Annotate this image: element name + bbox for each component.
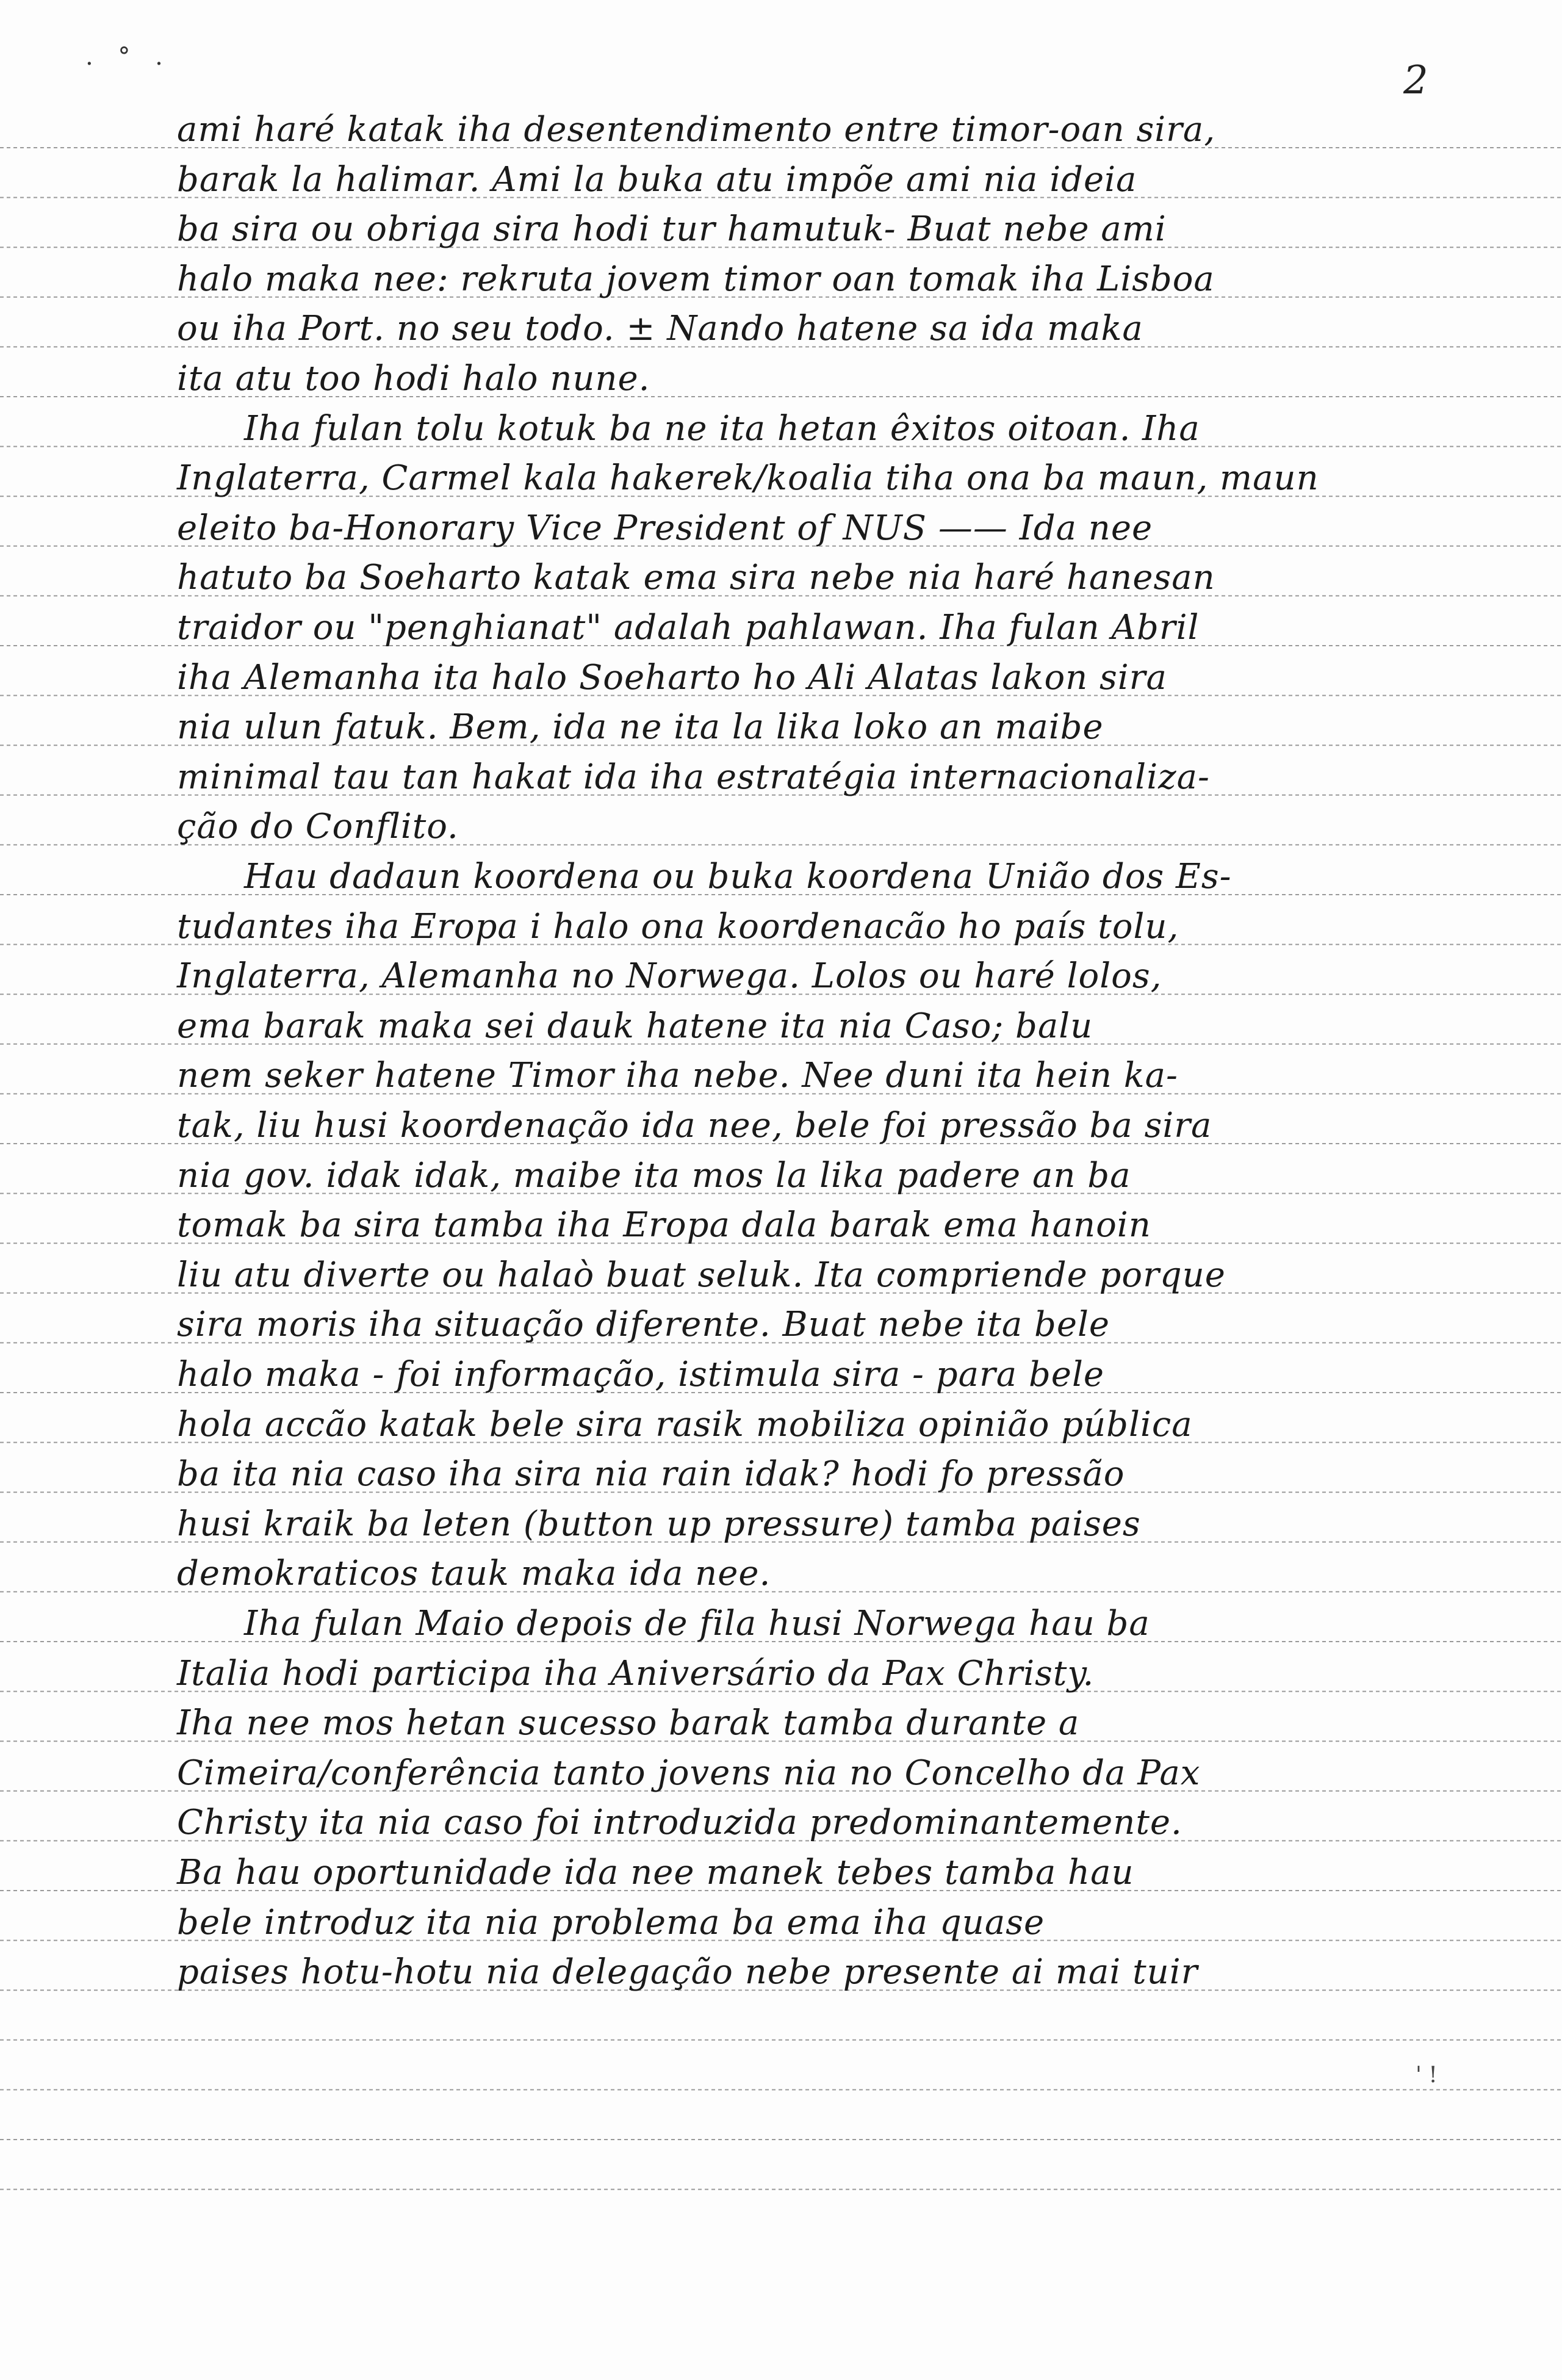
handwritten-line: tomak ba sira tamba iha Eropa dala barak ema hanoin bbox=[177, 1205, 1151, 1246]
handwritten-line: ita atu too hodi halo nune. bbox=[177, 359, 650, 398]
handwritten-line: Iha fulan Maio depois de fila husi Norwega hau ba bbox=[244, 1604, 1150, 1643]
handwritten-line: hatuto ba Soeharto katak ema sira nebe nia haré hanesan bbox=[177, 558, 1215, 598]
handwritten-line: ami haré katak iha desentendimento entre timor-oan sira, bbox=[177, 110, 1216, 150]
handwritten-line: paises hotu-hotu nia delegação nebe presente ai mai tuir bbox=[177, 1952, 1198, 1992]
handwritten-line: tak, liu husi koordenação ida nee, bele foi pressão ba sira bbox=[177, 1106, 1212, 1145]
handwritten-line: barak la halimar. Ami la buka atu impõe ami nia ideia bbox=[177, 159, 1137, 200]
handwritten-line: demokraticos tauk maka ida nee. bbox=[177, 1554, 771, 1594]
handwritten-line: minimal tau tan hakat ida iha estratégia internacionaliza- bbox=[177, 757, 1210, 797]
handwritten-line: Hau dadaun koordena ou buka koordena União dos Es- bbox=[244, 857, 1232, 896]
handwritten-line: Iha nee mos hetan sucesso barak tamba durante a bbox=[177, 1703, 1080, 1744]
handwritten-line: nia gov. idak idak, maibe ita mos la lika padere an ba bbox=[177, 1155, 1131, 1195]
page-number: 2 bbox=[1403, 58, 1428, 103]
handwritten-line: ção do Conflito. bbox=[177, 807, 459, 847]
handwritten-line: halo maka - foi informação, istimula sira - para bele bbox=[177, 1355, 1104, 1394]
handwritten-line: iha Alemanha ita halo Soeharto ho Ali Alatas lakon sira bbox=[177, 657, 1167, 698]
handwritten-line: Iha fulan tolu kotuk ba ne ita hetan êxitos oitoan. Iha bbox=[244, 408, 1200, 449]
handwritten-line: hola accão katak bele sira rasik mobiliza opinião pública bbox=[177, 1404, 1193, 1444]
handwritten-line: ba sira ou obriga sira hodi tur hamutuk- Buat nebe ami bbox=[177, 209, 1167, 250]
handwritten-line: liu atu diverte ou halaò buat seluk. Ita compriende porque bbox=[177, 1255, 1226, 1295]
footer-ink-mark: ' ! bbox=[1416, 2063, 1438, 2088]
handwritten-line: bele introduz ita nia problema ba ema iha quase bbox=[177, 1902, 1045, 1942]
handwritten-line: husi kraik ba leten (button up pressure) tamba paises bbox=[177, 1504, 1141, 1544]
handwritten-line: ou iha Port. no seu todo. ± Nando hatene sa ida maka bbox=[177, 309, 1143, 349]
corner-ink-marks: . ° . bbox=[85, 43, 171, 71]
handwritten-line: tudantes iha Eropa i halo ona koordenacão ho país tolu, bbox=[177, 906, 1179, 947]
handwritten-line: nem seker hatene Timor iha nebe. Nee duni ita hein ka- bbox=[177, 1056, 1178, 1096]
handwritten-line: sira moris iha situação diferente. Buat nebe ita bele bbox=[177, 1305, 1110, 1345]
handwritten-line: Inglaterra, Carmel kala hakerek/koalia tiha ona ba maun, maun bbox=[177, 458, 1319, 499]
handwritten-line: nia ulun fatuk. Bem, ida ne ita la lika loko an maibe bbox=[177, 707, 1104, 748]
handwritten-line: Inglaterra, Alemanha no Norwega. Lolos ou haré lolos, bbox=[177, 956, 1162, 997]
handwritten-line: Cimeira/conferência tanto jovens nia no Concelho da Pax bbox=[177, 1753, 1201, 1793]
handwritten-line: ema barak maka sei dauk hatene ita nia Caso; balu bbox=[177, 1006, 1093, 1046]
handwritten-line: Ba hau oportunidade ida nee manek tebes tamba hau bbox=[177, 1853, 1134, 1892]
handwritten-line: Christy ita nia caso foi introduzida predominantemente. bbox=[177, 1803, 1182, 1843]
handwritten-line: eleito ba-Honorary Vice President of NUS —— Ida nee bbox=[177, 508, 1153, 548]
handwritten-line: halo maka nee: rekruta jovem timor oan tomak iha Lisboa bbox=[177, 259, 1215, 299]
handwritten-line: Italia hodi participa iha Aniversário da Pax Christy. bbox=[177, 1653, 1095, 1693]
handwritten-line: ba ita nia caso iha sira nia rain idak? hodi fo pressão bbox=[177, 1454, 1125, 1495]
handwritten-line: traidor ou "penghianat" adalah pahlawan. Iha fulan Abril bbox=[177, 608, 1200, 647]
